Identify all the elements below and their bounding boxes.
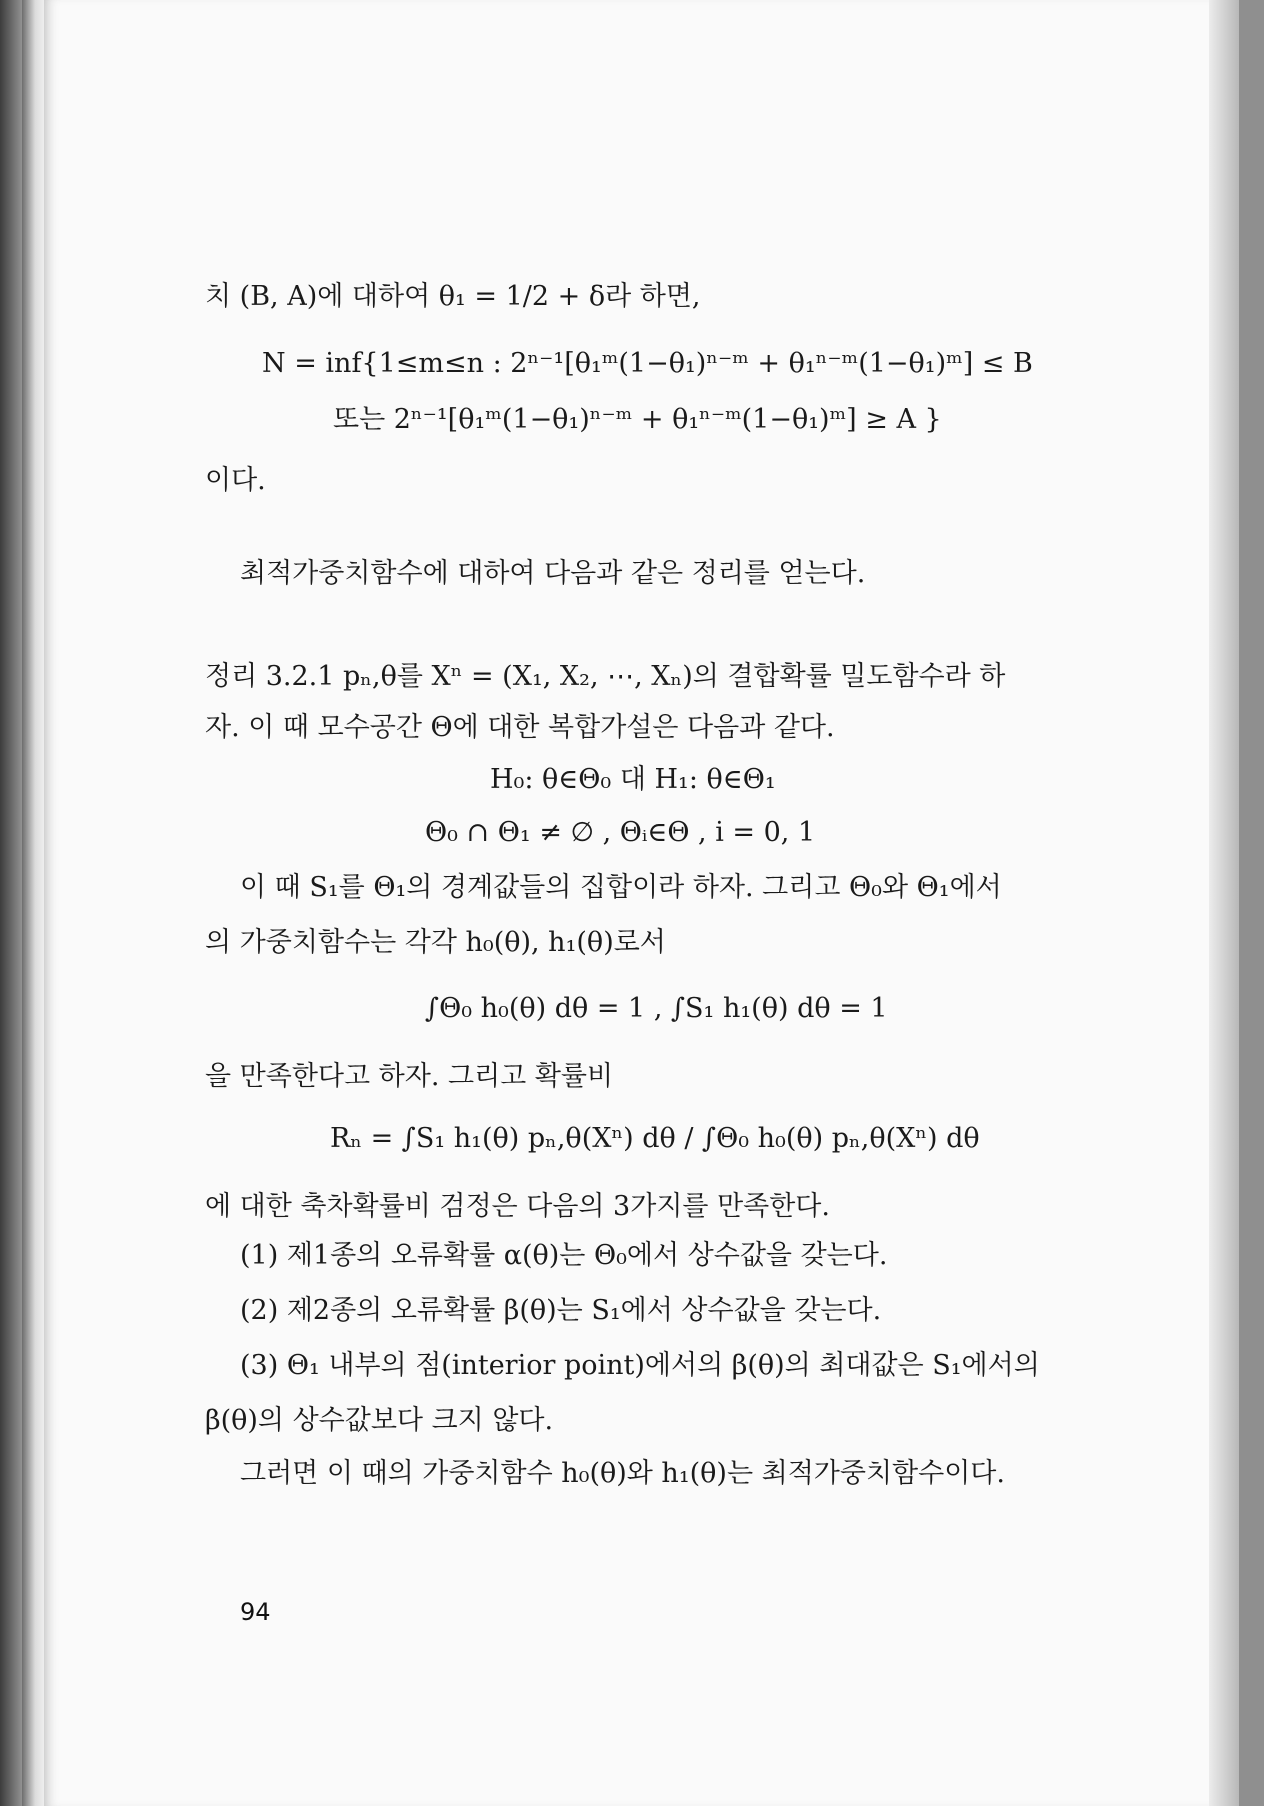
line-5-text: 최적가중치함수에 대하여 다음과 같은 정리를 얻는다. — [240, 558, 866, 589]
line-10-text: 이 때 S₁를 Θ₁의 경계값들의 집합이라 하자. 그리고 Θ₀와 Θ₁에서 — [240, 872, 1002, 903]
line-9-text: Θ₀ ∩ Θ₁ ≠ ∅ , Θᵢ∈Θ , i = 0, 1 — [425, 817, 816, 848]
line-17-text: (2) 제2종의 오류확률 β(θ)는 S₁에서 상수값을 갖는다. — [240, 1295, 882, 1326]
line-14-text: Rₙ = ∫S₁ h₁(θ) pₙ,θ(Xⁿ) dθ / ∫Θ₀ h₀(θ) pₙ,θ(Xⁿ) dθ — [330, 1123, 980, 1154]
weight-integral-equation — [425, 995, 888, 1022]
page-right-shade — [1209, 0, 1239, 1806]
text-line-13 — [205, 1063, 613, 1090]
condition-2 — [240, 1297, 881, 1324]
book-page — [44, 0, 1239, 1806]
line-4-text: 이다. — [205, 465, 266, 496]
line-2-text: N = inf{1≤m≤n : 2ⁿ⁻¹[θ₁ᵐ(1−θ₁)ⁿ⁻ᵐ + θ₁ⁿ⁻ᵐ(1−θ₁)ᵐ] ≤ B — [262, 348, 1033, 379]
line-15-text: 에 대한 축차확률비 검정은 다음의 3가지를 만족한다. — [205, 1191, 830, 1222]
page-number: 94 — [240, 1598, 271, 1626]
line-8-text: H₀: θ∈Θ₀ 대 H₁: θ∈Θ₁ — [490, 764, 776, 795]
line-20-text: 그러면 이 때의 가중치함수 h₀(θ)와 h₁(θ)는 최적가중치함수이다. — [240, 1458, 1005, 1489]
theorem-heading: 정리 3.2.1 pₙ,θ를 Xⁿ = (X₁, X₂, ⋯, Xₙ)의 결합확률 밀도함수라 하 — [205, 661, 1006, 692]
line-7-text: 자. 이 때 모수공간 Θ에 대한 복합가설은 다음과 같다. — [205, 712, 835, 743]
text-line-6 — [205, 663, 1005, 690]
condition-1 — [240, 1242, 887, 1269]
line-12-text: ∫Θ₀ h₀(θ) dθ = 1 , ∫S₁ h₁(θ) dθ = 1 — [425, 993, 888, 1024]
line-3-text: 또는 2ⁿ⁻¹[θ₁ᵐ(1−θ₁)ⁿ⁻ᵐ + θ₁ⁿ⁻ᵐ(1−θ₁)ᵐ] ≥ A } — [333, 404, 942, 435]
text-line-2 — [262, 350, 1033, 377]
text-line-11 — [205, 929, 666, 956]
text-line-15 — [205, 1193, 830, 1220]
text-line-19 — [205, 1407, 553, 1434]
book-spine — [22, 0, 46, 1806]
probability-ratio-equation — [330, 1125, 980, 1152]
book-edge — [0, 0, 24, 1806]
parameter-space-condition — [425, 819, 815, 846]
text-line-5 — [240, 560, 865, 587]
line-13-text: 을 만족한다고 하자. 그리고 확률비 — [205, 1061, 614, 1092]
line-19-text: β(θ)의 상수값보다 크지 않다. — [205, 1405, 554, 1436]
text-line-4 — [205, 467, 266, 494]
line-1-text: 치 (B, A)에 대하여 θ₁ = 1/2 + δ라 하면, — [205, 281, 701, 312]
text-line-7 — [205, 714, 835, 741]
text-line-10 — [240, 874, 1002, 901]
line-16-text: (1) 제1종의 오류확률 α(θ)는 Θ₀에서 상수값을 갖는다. — [240, 1240, 888, 1271]
condition-3 — [240, 1352, 1040, 1379]
line-11-text: 의 가중치함수는 각각 h₀(θ), h₁(θ)로서 — [205, 927, 666, 958]
hypothesis-equation — [490, 766, 776, 793]
conclusion-line — [240, 1460, 1005, 1487]
line-18-text: (3) Θ₁ 내부의 점(interior point)에서의 β(θ)의 최대값은 S₁에서의 — [240, 1350, 1040, 1381]
text-line-3 — [333, 406, 942, 433]
text-line-1 — [205, 283, 701, 310]
